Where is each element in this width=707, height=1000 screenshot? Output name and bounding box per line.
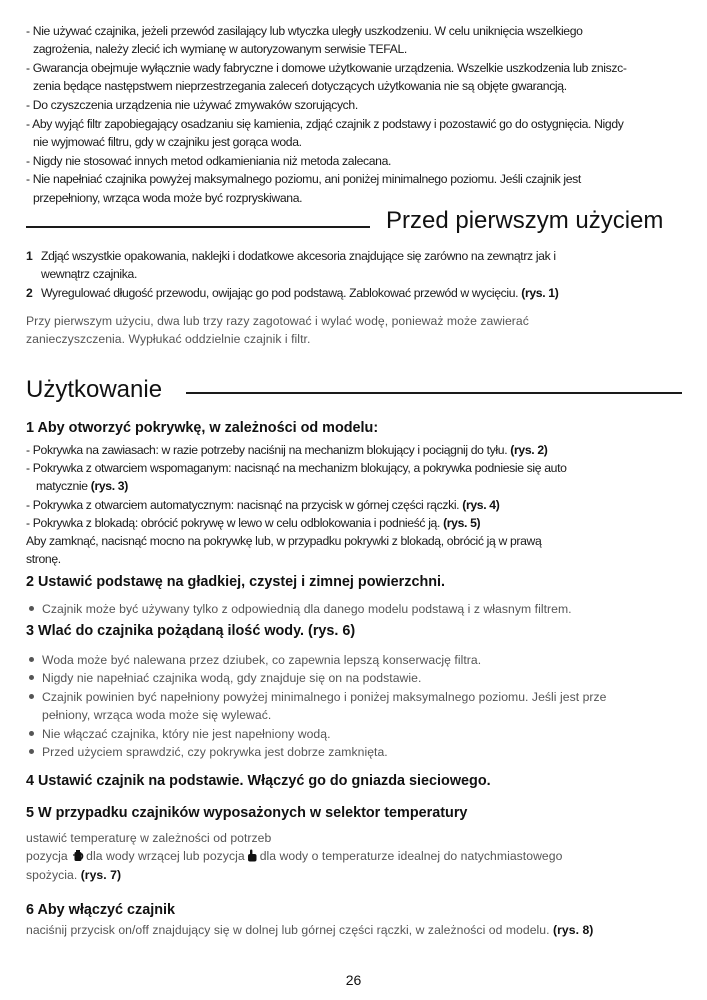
list-item: Nigdy nie napełniać czajnika wodą, gdy znajduje się on na podstawie. — [26, 669, 421, 687]
warning-line: - Gwarancja obejmuje wyłącznie wady fabryczne i domowe użytkowanie urządzenia. Wszelkie uszkodzenia lub zniszc- — [26, 61, 627, 75]
warning-line: - Nie napełniać czajnika powyżej maksymalnego poziomu, ani poniżej minimalnego poziomu. Jeśli czajnik jest — [26, 172, 581, 186]
lid-option-text: - Pokrywka na zawiasach: w razie potrzeby naciśnij na mechanizm blokujący i pociągnij do tyłu. — [26, 443, 508, 457]
first-use-step-1 — [26, 247, 556, 265]
warning-line: zenia będące następstwem nieprzestrzegania zaleceń dotyczących użytkowania nie są objęte gwarancją. — [33, 79, 567, 93]
list-item: Czajnik powinien być napełniony powyżej minimalnego i poniżej maksymalnego poziomu. Jeśli jest prze — [26, 688, 607, 706]
page-number: 26 — [345, 972, 362, 988]
step-text: Zdjąć wszystkie opakowania, naklejki i dodatkowe akcesoria znajdujące się zarówno na zewnątrz jak i — [41, 249, 556, 263]
bullet-icon — [29, 731, 34, 736]
bullet-icon — [29, 749, 34, 754]
list-item: Woda może być nalewana przez dziubek, co zapewnia lepszą konserwację filtra. — [26, 651, 481, 669]
warning-line: - Nigdy nie stosować innych metod odkamieniania niż metoda zalecana. — [26, 154, 392, 168]
figure-ref: (rys. 3) — [90, 479, 128, 493]
step-text: Wyregulować długość przewodu, owijając go pod podstawą. Zablokować przewód w wycięciu. — [41, 286, 519, 300]
warning-line: - Nie używać czajnika, jeżeli przewód zasilający lub wtyczka uległy uszkodzeniu. W celu uniknięcia wszelkiego — [26, 24, 583, 38]
lid-option-automatic — [26, 496, 499, 514]
lid-option-assisted-cont — [36, 477, 128, 495]
warning-line: - Aby wyjąć filtr zapobiegający osadzaniu się kamienia, zdjąć czajnik z podstawy i pozostawić go do ostygnięcia. Nigdy — [26, 117, 624, 131]
figure-ref: (rys. 1) — [521, 286, 559, 300]
bullet-icon — [29, 675, 34, 680]
lid-option-hinged — [26, 441, 547, 459]
lid-option-assisted: - Pokrywka z otwarciem wspomaganym: nacisnąć na mechanizm blokujący, a pokrywka podniesie się auto — [26, 461, 567, 475]
lid-option-lock — [26, 514, 480, 532]
lid-close-text: stronę. — [26, 552, 61, 566]
list-item: Nie włączać czajnika, który nie jest napełniony wodą. — [26, 725, 331, 743]
usage-step-1-title: 1 Aby otworzyć pokrywkę, w zależności od modelu: — [26, 420, 379, 436]
usage-title: Użytkowanie — [26, 376, 163, 403]
figure-ref: (rys. 5) — [443, 516, 481, 530]
first-use-step-2 — [26, 284, 558, 302]
figure-ref: (rys. 2) — [510, 443, 548, 457]
first-use-note: zanieczyszczenia. Wypłukać oddzielnie czajnik i filtr. — [26, 332, 311, 346]
warning-line: zagrożenia, należy zlecić ich wymianę w autoryzowanym serwisie TEFAL. — [33, 42, 407, 56]
bullet-icon — [29, 657, 34, 662]
list-item: Przed użyciem sprawdzić, czy pokrywka jest dobrze zamknięta. — [26, 743, 388, 761]
switch-on-text: naciśnij przycisk on/off znajdujący się w dolnej lub górnej części rączki, w zależności od modelu. (rys. 8) — [26, 923, 594, 937]
warning-line: przepełniony, wrząca woda może być rozpryskiwana. — [33, 191, 303, 205]
usage-step-3-title: 3 Wlać do czajnika pożądaną ilość wody. (rys. 6) — [26, 623, 356, 639]
lid-option-text: - Pokrywka z blokadą: obrócić pokrywę w lewo w celu odblokowania i podnieść ją. — [26, 516, 441, 530]
lid-option-text: - Pokrywka z otwarciem automatycznym: nacisnąć na przycisk w górnej części rączki. — [26, 498, 460, 512]
first-use-step-1-cont: wewnątrz czajnika. — [41, 267, 137, 281]
kettle-hand-icon — [247, 849, 258, 862]
warning-line: - Do czyszczenia urządzenia nie używać zmywaków szorujących. — [26, 98, 358, 112]
section-rule — [186, 392, 682, 394]
bullet-icon — [29, 694, 34, 699]
kettle-full-icon — [73, 849, 84, 862]
section-rule — [26, 226, 370, 228]
first-use-note: Przy pierwszym użyciu, dwa lub trzy razy zagotować i wylać wodę, ponieważ może zawierać — [26, 314, 529, 328]
step-number: 1 — [26, 249, 33, 263]
temperature-options: pozycja dla wody wrzącej lub pozycja dla wody o temperaturze idealnej do natychmiastowego — [26, 849, 563, 863]
usage-step-2-title: 2 Ustawić podstawę na gładkiej, czystej i zimnej powierzchni. — [26, 574, 446, 590]
figure-ref: (rys. 7) — [80, 868, 122, 882]
list-item-cont: pełniony, wrząca woda może się wylewać. — [42, 708, 272, 722]
temperature-text: ustawić temperaturę w zależności od potrzeb — [26, 831, 272, 845]
usage-step-4-title: 4 Ustawić czajnik na podstawie. Włączyć go do gniazda sieciowego. — [26, 773, 491, 789]
temperature-text: spożycia. (rys. 7) — [26, 868, 122, 882]
usage-step-6-title: 6 Aby włączyć czajnik — [26, 902, 176, 918]
warning-line: nie wyjmować filtru, gdy w czajniku jest gorąca woda. — [33, 135, 302, 149]
first-use-title: Przed pierwszym użyciem — [386, 207, 664, 234]
list-item: Czajnik może być używany tylko z odpowiednią dla danego modelu podstawą i z własnym filtrem. — [26, 600, 572, 618]
usage-step-5-title: 5 W przypadku czajników wyposażonych w selektor temperatury — [26, 805, 468, 821]
lid-close-text: Aby zamknąć, nacisnąć mocno na pokrywkę lub, w przypadku pokrywki z blokadą, obrócić ją w prawą — [26, 534, 542, 548]
lid-option-text: matycznie — [36, 479, 88, 493]
figure-ref: (rys. 4) — [462, 498, 500, 512]
bullet-icon — [29, 606, 34, 611]
figure-ref: (rys. 8) — [553, 923, 594, 937]
step-number: 2 — [26, 286, 33, 300]
